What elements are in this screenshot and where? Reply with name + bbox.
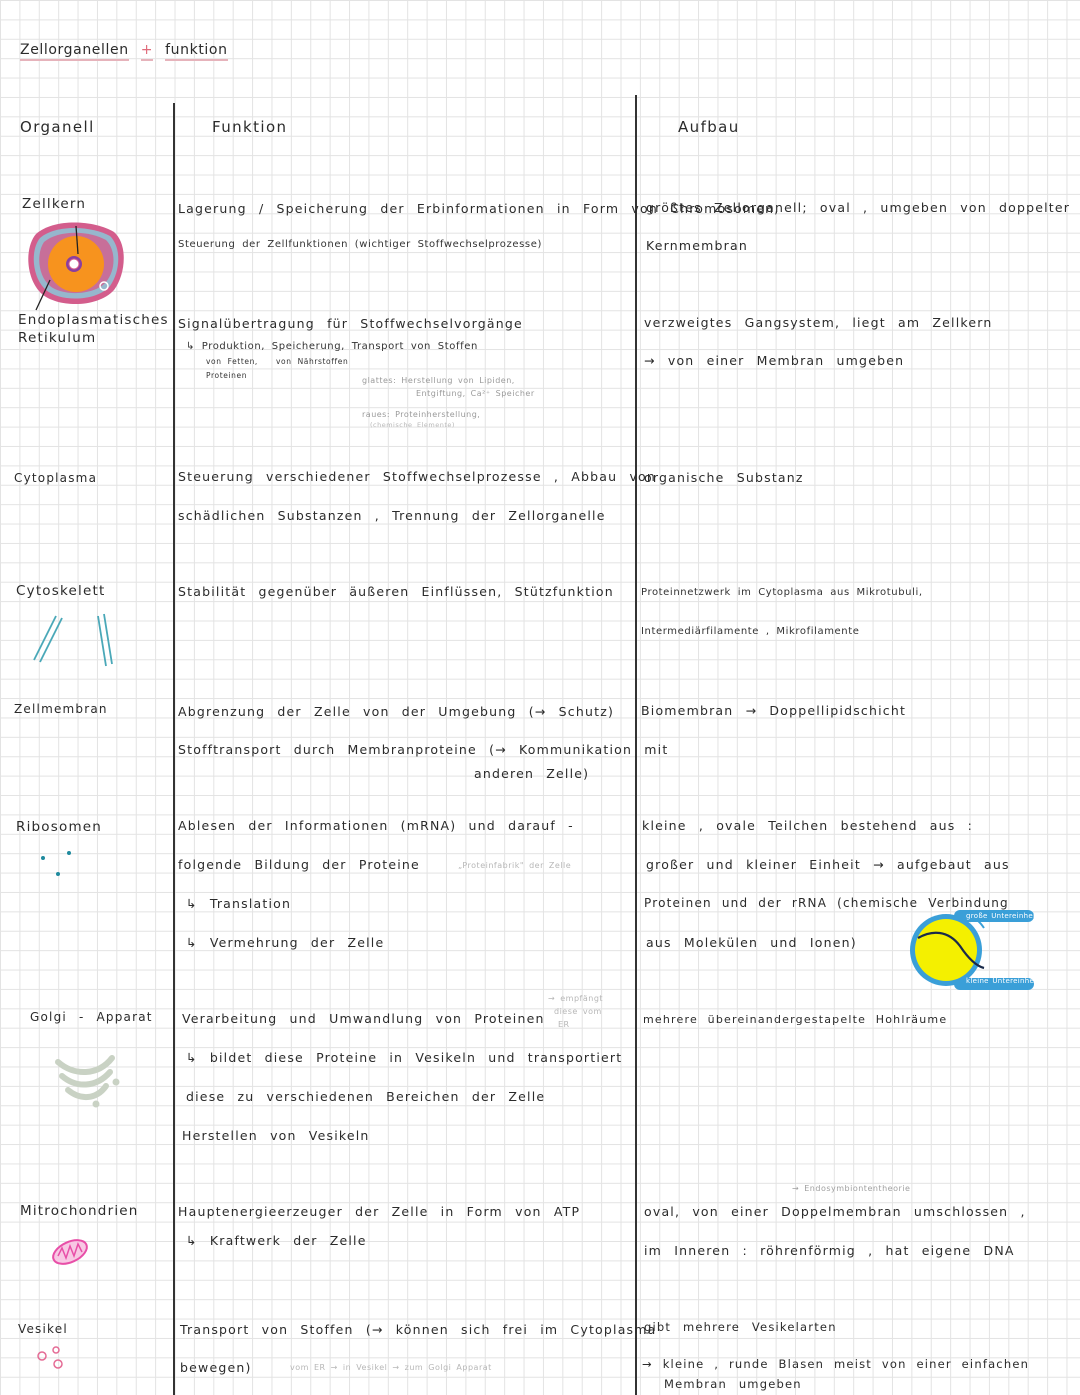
zellkern-aufbau-1: größtes Zellorganell; oval , umgeben von doppelter	[646, 200, 1071, 215]
organell-zellkern: Zellkern	[22, 196, 87, 212]
organell-mitochondrien: Mitrochondrien	[20, 1203, 139, 1219]
ribosomen-aufbau-4: aus Molekülen und Ionen)	[646, 935, 857, 950]
er-aufbau-2: → von einer Membran umgeben	[644, 353, 905, 368]
ribosomen-funktion-4: ↳ Vermehrung der Zelle	[186, 935, 385, 950]
er-funktion-sub-1: von Fetten,	[206, 357, 258, 366]
organell-cytoskelett: Cytoskelett	[16, 583, 106, 599]
title-part2: funktion	[165, 42, 227, 61]
cytoskelett-funktion-1: Stabilität gegenüber äußeren Einflüssen, Stützfunktion	[178, 584, 614, 599]
golgi-funktion-3: diese zu verschiedenen Bereichen der Zelle	[186, 1089, 546, 1104]
golgi-funktion-1: Verarbeitung und Umwandlung von Proteinen	[182, 1011, 545, 1026]
organell-cytoplasma: Cytoplasma	[14, 471, 98, 485]
page-title	[20, 42, 228, 58]
ribosomen-aufbau-1: kleine , ovale Teilchen bestehend aus :	[642, 818, 974, 833]
golgi-illustration	[52, 1052, 122, 1108]
cytoskelett-illustration	[26, 612, 122, 672]
vesikel-funktion-1: Transport von Stoffen (→ können sich frei im Cytoplasma	[180, 1322, 657, 1337]
cytoplasma-funktion-1: Steuerung verschiedener Stoffwechselprozesse , Abbau von	[178, 469, 657, 484]
cytoskelett-aufbau-2: Intermediärfilamente , Mikrofilamente	[641, 626, 860, 637]
golgi-side-note-2: diese vom	[554, 1007, 602, 1016]
title-part1: Zellorganellen	[20, 42, 129, 61]
zellkern-aufbau-2: Kernmembran	[646, 238, 749, 253]
ribosomen-faint-note: „Proteinfabrik" der Zelle	[458, 861, 572, 870]
er-funktion-sub-3: Proteinen	[206, 371, 248, 380]
title-plus: +	[141, 42, 153, 61]
mitochondrium-illustration	[48, 1234, 92, 1270]
er-funktion-2: ↳ Produktion, Speicherung, Transport von Stoffen	[186, 341, 478, 352]
header-funktion: Funktion	[212, 118, 288, 136]
er-note-3: raues: Proteinherstellung,	[362, 410, 481, 419]
zellmembran-funktion-1: Abgrenzung der Zelle von der Umgebung (→ Schutz)	[178, 704, 615, 719]
er-funktion-sub-2: von Nährstoffen	[276, 357, 349, 366]
zellkern-illustration	[14, 214, 134, 314]
ribosomen-funktion-3: ↳ Translation	[186, 896, 292, 911]
golgi-funktion-2: ↳ bildet diese Proteine in Vesikeln und transportiert	[186, 1050, 623, 1065]
golgi-funktion-4: Herstellen von Vesikeln	[182, 1128, 370, 1143]
er-note-1: glattes: Herstellung von Lipiden,	[362, 376, 515, 385]
ribosom-label-large: große Untereinheit	[966, 912, 1039, 920]
vesikel-faint-note: vom ER → in Vesikel → zum Golgi Apparat	[290, 1363, 492, 1372]
organell-er-2: Retikulum	[18, 330, 97, 346]
ribosomen-aufbau-3: Proteinen und der rRNA (chemische Verbindung	[644, 896, 1009, 910]
ribosomen-aufbau-2: großer und kleiner Einheit → aufgebaut aus	[646, 857, 1010, 872]
er-funktion-1: Signalübertragung für Stoffwechselvorgänge	[178, 316, 523, 331]
zellmembran-funktion-2: Stofftransport durch Membranproteine (→ Kommunikation mit	[178, 742, 669, 757]
cytoskelett-aufbau-1: Proteinnetzwerk im Cytoplasma aus Mikrotubuli,	[641, 587, 923, 598]
vesikel-aufbau-1: gibt mehrere Vesikelarten	[644, 1320, 837, 1334]
cytoplasma-funktion-2: schädlichen Substanzen , Trennung der Zellorganelle	[178, 508, 606, 523]
organell-er-1: Endoplasmatisches	[18, 312, 169, 328]
zellkern-funktion-2: Steuerung der Zellfunktionen (wichtiger Stoffwechselprozesse)	[178, 239, 542, 250]
header-organell: Organell	[20, 118, 95, 136]
vesikel-illustration	[34, 1344, 68, 1374]
golgi-side-note-3: ER	[558, 1020, 570, 1029]
column-divider-1	[173, 103, 175, 1395]
er-note-2: Entgiftung, Ca²⁺ Speicher	[416, 389, 535, 398]
golgi-side-note-1: → empfängt	[548, 994, 604, 1003]
mito-aufbau-2: im Inneren : röhrenförmig , hat eigene DNA	[644, 1243, 1015, 1258]
ribosomen-funktion-2: folgende Bildung der Proteine	[178, 857, 420, 872]
mito-aufbau-1: oval, von einer Doppelmembran umschlossen ,	[644, 1204, 1026, 1219]
ribosomen-funktion-1: Ablesen der Informationen (mRNA) und darauf -	[178, 818, 574, 833]
vesikel-aufbau-2: → kleine , runde Blasen meist von einer einfachen	[642, 1357, 1030, 1371]
mito-funktion-1: Hauptenergieerzeuger der Zelle in Form von ATP	[178, 1204, 581, 1219]
zellmembran-funktion-3: anderen Zelle)	[474, 766, 590, 781]
er-note-4: (chemische Elemente)	[370, 421, 455, 429]
mito-theory-note: → Endosymbiontentheorie	[792, 1184, 911, 1193]
vesikel-aufbau-3: Membran umgeben	[664, 1377, 802, 1391]
organell-zellmembran: Zellmembran	[14, 702, 108, 716]
mito-funktion-2: ↳ Kraftwerk der Zelle	[186, 1233, 367, 1248]
golgi-aufbau-1: mehrere übereinandergestapelte Hohlräume	[643, 1013, 948, 1026]
er-aufbau-1: verzweigtes Gangsystem, liegt am Zellkern	[644, 315, 993, 330]
header-aufbau: Aufbau	[678, 118, 740, 136]
organell-ribosomen: Ribosomen	[16, 819, 103, 835]
organell-vesikel: Vesikel	[18, 1322, 68, 1336]
cytoplasma-aufbau-1: organische Substanz	[644, 470, 804, 485]
ribosomen-illustration	[36, 846, 76, 880]
organell-golgi: Golgi - Apparat	[30, 1010, 153, 1024]
zellkern-funktion-1: Lagerung / Speicherung der Erbinformationen in Form von Chromosomen,	[178, 201, 780, 216]
zellmembran-aufbau-1: Biomembran → Doppellipidschicht	[641, 703, 907, 718]
ribosom-label-small: kleine Untereinheit	[966, 977, 1040, 985]
vesikel-funktion-2: bewegen)	[180, 1360, 252, 1375]
